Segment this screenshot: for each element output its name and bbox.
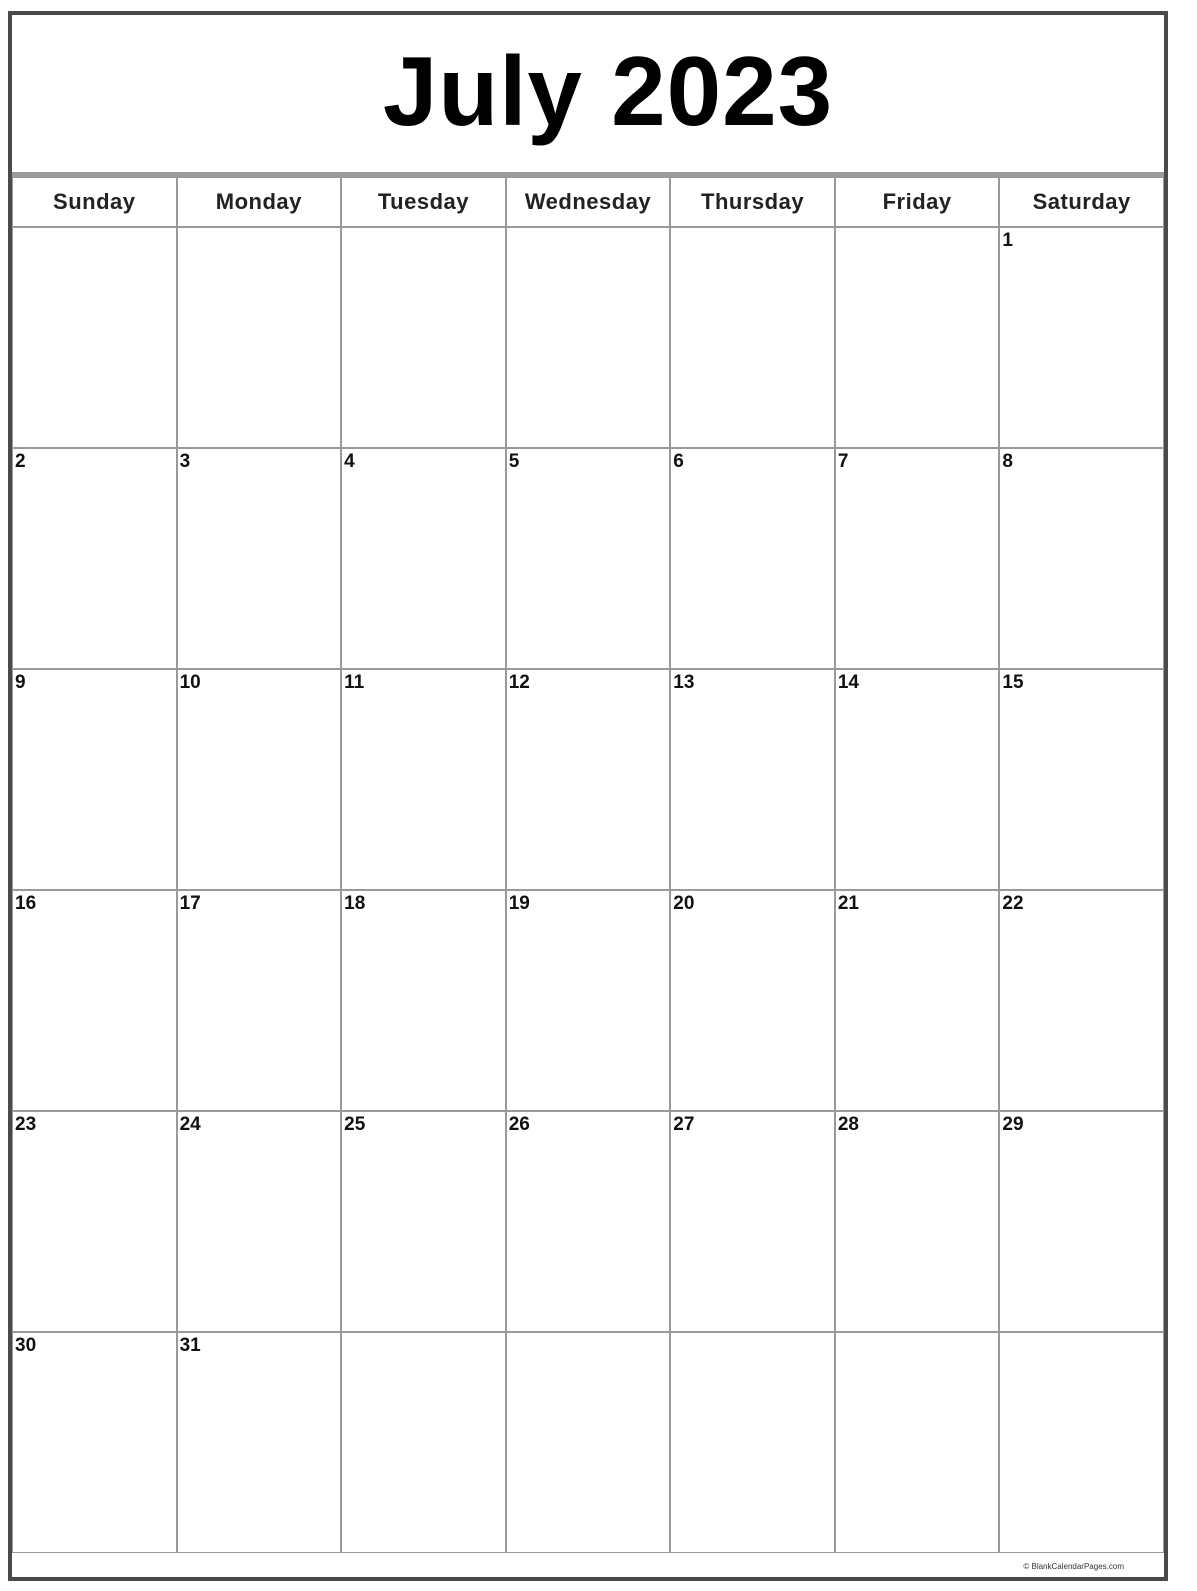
day-cell <box>341 669 506 890</box>
day-number: 8 <box>1002 451 1013 472</box>
day-cell <box>12 1332 177 1553</box>
day-cell <box>999 1111 1164 1332</box>
day-number: 30 <box>15 1335 37 1356</box>
weekday-header-wednesday: Wednesday <box>506 175 671 227</box>
day-cell <box>670 1111 835 1332</box>
day-number: 21 <box>837 893 859 914</box>
weekday-header-thursday: Thursday <box>670 175 835 227</box>
day-cell <box>506 890 671 1111</box>
day-cell <box>341 1332 506 1553</box>
day-number: 27 <box>673 1114 695 1135</box>
day-number: 26 <box>508 1114 530 1135</box>
day-cell <box>341 890 506 1111</box>
day-number: 3 <box>179 451 191 472</box>
day-number: 29 <box>1002 1114 1024 1135</box>
day-cell <box>999 669 1164 890</box>
weekday-header-tuesday: Tuesday <box>341 175 506 227</box>
day-cell <box>670 448 835 669</box>
day-number: 31 <box>179 1335 201 1356</box>
day-cell <box>999 890 1164 1111</box>
day-number: 13 <box>673 672 695 693</box>
day-number: 20 <box>673 893 695 914</box>
day-cell <box>835 669 1000 890</box>
day-cell <box>670 669 835 890</box>
day-number: 5 <box>508 451 520 472</box>
day-number: 15 <box>1002 672 1024 693</box>
day-cell <box>835 890 1000 1111</box>
day-number: 22 <box>1002 893 1024 914</box>
day-number: 6 <box>673 451 684 472</box>
day-cell <box>835 448 1000 669</box>
day-cell <box>12 669 177 890</box>
day-number: 24 <box>179 1114 201 1135</box>
day-cell <box>670 1332 835 1553</box>
day-cell <box>177 227 342 448</box>
day-number: 25 <box>344 1114 366 1135</box>
day-number: 28 <box>837 1114 859 1135</box>
day-cell <box>999 448 1164 669</box>
day-number: 7 <box>837 451 849 472</box>
day-number: 17 <box>179 893 201 914</box>
day-number: 9 <box>15 672 26 693</box>
day-cell <box>670 227 835 448</box>
weekday-header-friday: Friday <box>835 175 1000 227</box>
day-cell <box>12 890 177 1111</box>
day-cell <box>12 227 177 448</box>
day-cell <box>177 669 342 890</box>
day-cell <box>670 890 835 1111</box>
day-cell <box>999 1332 1164 1553</box>
calendar-grid <box>12 175 1164 1553</box>
day-cell <box>999 227 1164 448</box>
day-number: 14 <box>837 672 859 693</box>
day-number: 23 <box>15 1114 37 1135</box>
day-number: 4 <box>344 451 355 472</box>
day-cell <box>835 227 1000 448</box>
day-number: 10 <box>179 672 201 693</box>
day-cell <box>177 890 342 1111</box>
day-cell <box>835 1111 1000 1332</box>
credit-text: © BlankCalendarPages.com <box>1023 1562 1124 1571</box>
day-number: 2 <box>15 451 26 472</box>
weekday-header-sunday: Sunday <box>12 175 177 227</box>
day-cell <box>12 1111 177 1332</box>
day-number: 12 <box>508 672 530 693</box>
day-cell <box>177 1111 342 1332</box>
day-cell <box>835 1332 1000 1553</box>
calendar-page <box>8 11 1168 1581</box>
day-cell <box>341 227 506 448</box>
day-cell <box>177 1332 342 1553</box>
day-number: 18 <box>344 893 366 914</box>
day-cell <box>341 1111 506 1332</box>
day-cell <box>506 1332 671 1553</box>
calendar-title: July 2023 <box>382 36 834 146</box>
day-number: 19 <box>508 893 530 914</box>
day-cell <box>341 448 506 669</box>
day-cell <box>506 448 671 669</box>
day-number: 16 <box>15 893 37 914</box>
day-cell <box>506 227 671 448</box>
day-cell <box>177 448 342 669</box>
day-number: 1 <box>1002 230 1013 251</box>
title-box <box>12 15 1164 175</box>
day-cell <box>12 448 177 669</box>
weekday-header-saturday: Saturday <box>999 175 1164 227</box>
day-cell <box>506 1111 671 1332</box>
day-number: 11 <box>344 672 365 693</box>
day-cell <box>506 669 671 890</box>
weekday-header-monday: Monday <box>177 175 342 227</box>
